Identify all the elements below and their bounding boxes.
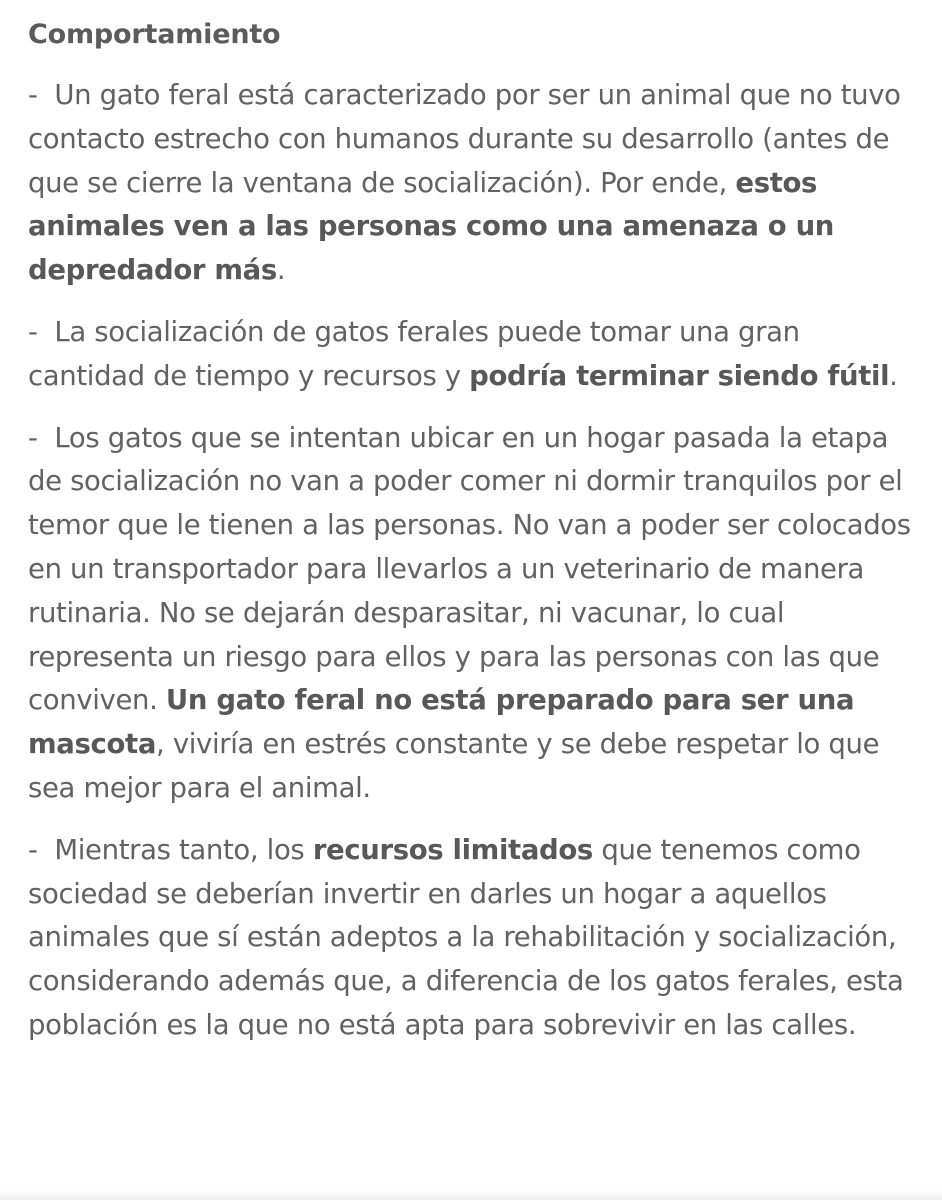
paragraph-text: , viviría en estrés constante y se debe respetar lo que sea mejor para el animal. (28, 728, 880, 804)
paragraph-text: que tenemos como sociedad se deberían invertir en darles un hogar a aquellos animales que sí están adeptos a la rehabilitación y socialización, considerando además que, a diferencia de los gatos ferales, esta población es la que no está apta para sobrevivir en las calles. (28, 833, 904, 1041)
paragraph-emphasis: podría terminar siendo fútil (469, 359, 890, 392)
paragraph-emphasis: estos animales ven a las personas como una amenaza o un depredador más (28, 166, 835, 287)
paragraph-text: . (276, 254, 286, 287)
paragraph-limited-resources (28, 829, 914, 1048)
paragraph-text: Un gato feral está caracterizado por ser un animal que no tuvo contacto estrecho con humanos durante su desarrollo (antes de que se cierre la ventana de socialización). Por ende, (28, 79, 901, 199)
bullet-dash: - (28, 315, 38, 348)
bottom-edge (0, 1190, 942, 1200)
paragraph-emphasis: Un gato feral no está preparado para ser una mascota (28, 684, 855, 761)
paragraph-socialization-cost (28, 311, 914, 399)
bullet-dash: - (28, 421, 38, 454)
bullet-dash: - (28, 79, 38, 111)
paragraph-text: La socialización de gatos ferales puede tomar una gran cantidad de tiempo y recursos y (28, 315, 800, 392)
paragraph-emphasis: recursos limitados (312, 833, 593, 866)
paragraph-feral-definition (28, 74, 914, 293)
paragraph-home-placement (28, 417, 914, 811)
paragraph-text: . (889, 359, 898, 392)
section-heading: Comportamiento (28, 19, 281, 50)
bullet-dash: - (28, 833, 38, 866)
paragraph-text: Mientras tanto, los (54, 833, 305, 866)
paragraph-text: Los gatos que se intentan ubicar en un hogar pasada la etapa de socialización no van a poder comer ni dormir tranquilos por el temor que le tienen a las personas. No van a poder ser colocados en un transportador para llevarlos a un veterinario de manera rutinaria. No se dejarán desparasitar, ni vacunar, lo cual representa un riesgo para ellos y para las personas con las que conviven. (28, 421, 911, 717)
